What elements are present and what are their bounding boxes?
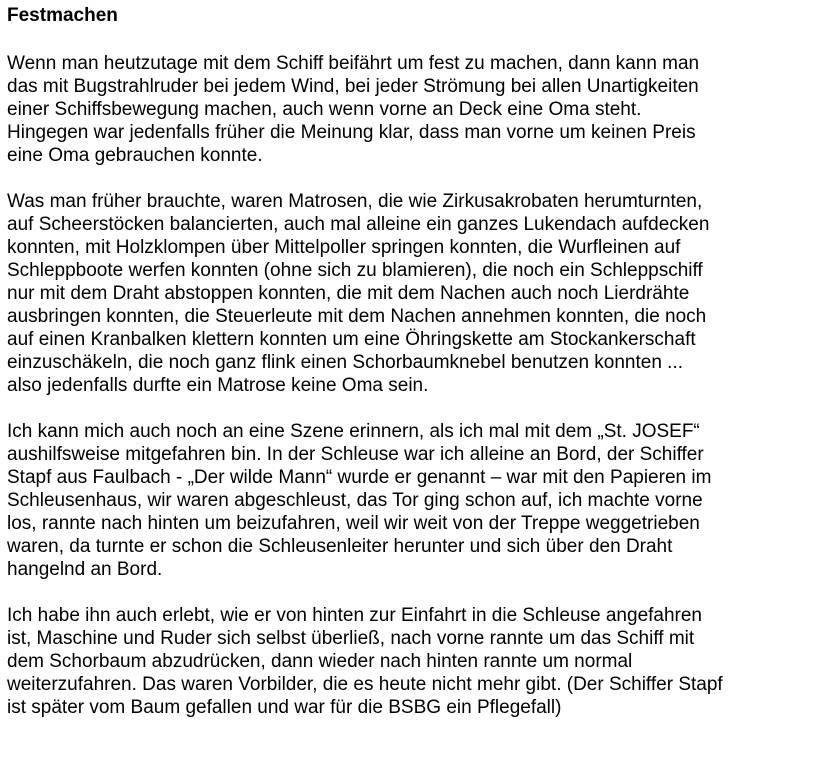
text-line: weiterzufahren. Das waren Vorbilder, die es heute nicht mehr gibt. (Der Schiffer Stapf bbox=[7, 674, 723, 695]
text-line: Wenn man heutzutage mit dem Schiff beifährt um fest zu machen, dann kann man bbox=[7, 53, 700, 74]
text-line: auf Scheerstöcken balancierten, auch mal alleine ein ganzes Lukendach aufdecken bbox=[7, 214, 710, 235]
text-line: Ich kann mich auch noch an eine Szene erinnern, als ich mal mit dem „St. JOSEF“ bbox=[7, 421, 700, 442]
text-line: Stapf aus Faulbach - „Der wilde Mann“ wurde er genannt – war mit den Papieren im bbox=[7, 467, 712, 488]
text-line: Was man früher brauchte, waren Matrosen, die wie Zirkusakrobaten herumturnten, bbox=[7, 191, 703, 212]
text-line: konnten, mit Holzklompen über Mittelpoller springen konnten, die Wurfleinen auf bbox=[7, 237, 681, 258]
paragraph-4 bbox=[7, 604, 833, 719]
text-line: ist, Maschine und Ruder sich selbst überließ, nach vorne rannte um das Schiff mit bbox=[7, 628, 695, 649]
text-line: nur mit dem Draht abstoppen konnten, die mit dem Nachen auch noch Lierdrähte bbox=[7, 283, 690, 304]
text-line: waren, da turnte er schon die Schleusenleiter herunter und sich über den Draht bbox=[7, 536, 673, 557]
text-line: auf einen Kranbalken klettern konnten um eine Öhringskette am Stockankerschaft bbox=[7, 329, 696, 350]
text-line: eine Oma gebrauchen konnte. bbox=[7, 145, 263, 166]
text-line: einer Schiffsbewegung machen, auch wenn vorne an Deck eine Oma steht. bbox=[7, 99, 642, 120]
text-line: Schleusenhaus, wir waren abgeschleust, das Tor ging schon auf, ich machte vorne bbox=[7, 490, 703, 511]
text-line: ausbringen konnten, die Steuerleute mit dem Nachen annehmen konnten, die noch bbox=[7, 306, 707, 327]
text-line: also jedenfalls durfte ein Matrose keine Oma sein. bbox=[7, 375, 429, 396]
paragraph-3 bbox=[7, 420, 833, 581]
text-line: los, rannte nach hinten um beizufahren, weil wir weit von der Treppe weggetrieben bbox=[7, 513, 700, 534]
text-line: dem Schorbaum abzudrücken, dann wieder nach hinten rannte um normal bbox=[7, 651, 633, 672]
text-line: Schleppboote werfen konnten (ohne sich zu blamieren), die noch ein Schleppschiff bbox=[7, 260, 703, 281]
paragraph-2 bbox=[7, 190, 833, 397]
document-page bbox=[7, 4, 833, 719]
text-line: hangelnd an Bord. bbox=[7, 559, 163, 580]
text-line: Ich habe ihn auch erlebt, wie er von hinten zur Einfahrt in die Schleuse angefahren bbox=[7, 605, 703, 626]
text-line: einzuschäkeln, die noch ganz flink einen Schorbaumknebel benutzen konnten ... bbox=[7, 352, 684, 373]
text-line: Hingegen war jedenfalls früher die Meinung klar, dass man vorne um keinen Preis bbox=[7, 122, 696, 143]
text-line: ist später vom Baum gefallen und war für die BSBG ein Pflegefall) bbox=[7, 697, 562, 718]
text-line: das mit Bugstrahlruder bei jedem Wind, bei jeder Strömung bei allen Unartigkeiten bbox=[7, 76, 699, 97]
text-line: aushilfsweise mitgefahren bin. In der Schleuse war ich alleine an Bord, der Schiffer bbox=[7, 444, 704, 465]
document-title: Festmachen bbox=[7, 5, 118, 26]
paragraph-1 bbox=[7, 52, 833, 167]
